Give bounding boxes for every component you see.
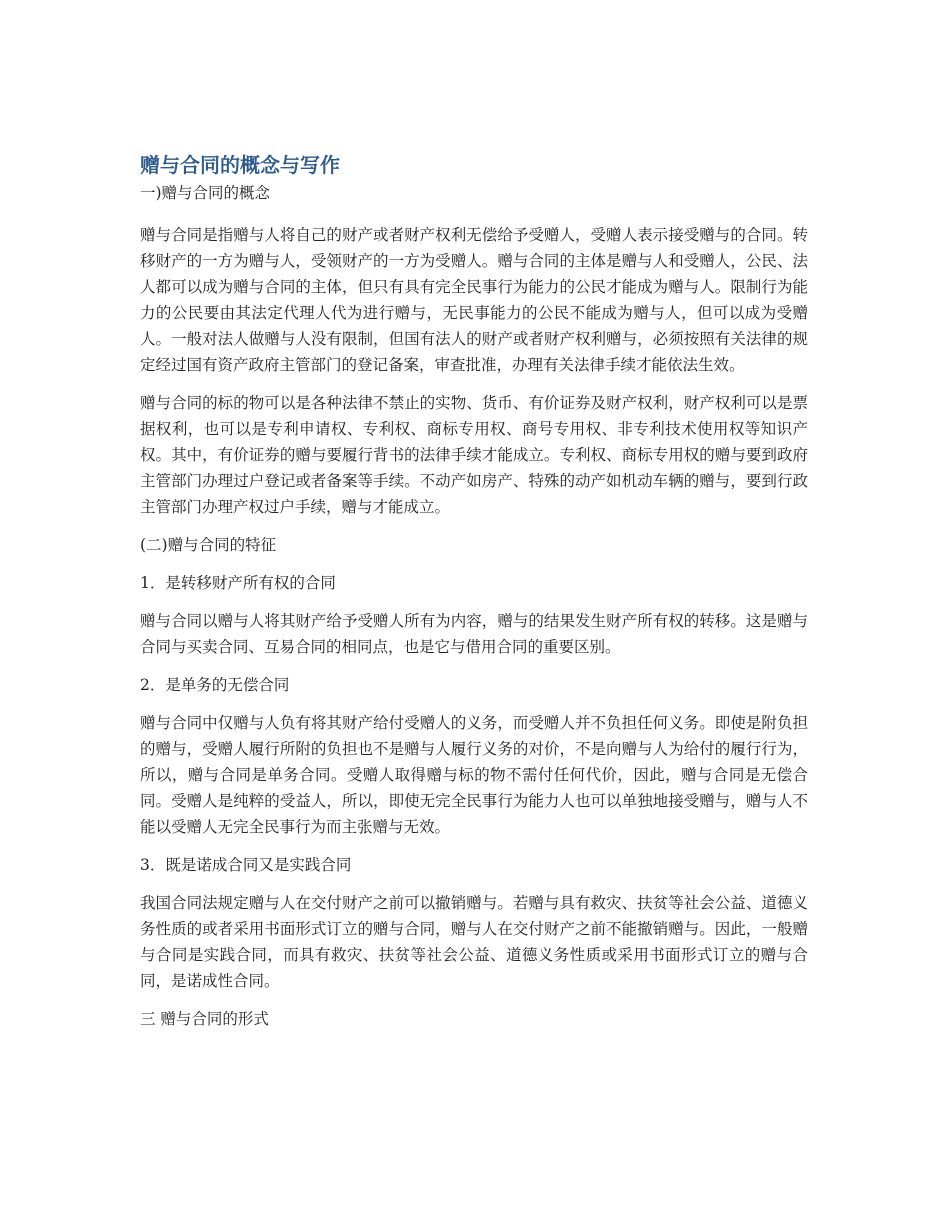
feature1-text: 赠与合同以赠与人将其财产给予受赠人所有为内容，赠与的结果发生财产所有权的转移。这是赠与合同与买卖合同、互易合同的相同点，也是它与借用合同的重要区别。: [140, 612, 808, 656]
paragraph-subject-matter: 赠与合同的标的物可以是各种法律不禁止的实物、货币、有价证券及财产权利，财产权利可以是票据权利，也可以是专利申请权、专利权、商标专用权、商号专用权、非专利技术使用权等知识产权。其中，有价证券的赠与要履行背书的法律手续才能成立。专利权、商标专用权的赠与要到政府主管部门办理过户登记或者备案等手续。不动产如房产、特殊的动产如机动车辆的赠与，要到行政主管部门办理产权过户手续，赠与才能成立。: [140, 394, 808, 516]
section2-heading: (二)赠与合同的特征: [140, 536, 277, 554]
feature3-text: 我国合同法规定赠与人在交付财产之前可以撤销赠与。若赠与具有救灾、扶贫等社会公益、道德义务性质的或者采用书面形式订立的赠与合同，赠与人在交付财产之前不能撤销赠与。因此，一般赠与合同是实践合同，而具有救灾、扶贫等社会公益、道德义务性质或采用书面形式订立的赠与合同，是诺成性合同。: [140, 894, 808, 990]
section3-heading: 三 赠与合同的形式: [140, 1010, 269, 1028]
feature2-heading: 2．是单务的无偿合同: [140, 676, 290, 694]
feature2-text: 赠与合同中仅赠与人负有将其财产给付受赠人的义务，而受赠人并不负担任何义务。即使是附负担的赠与，受赠人履行所附的负担也不是赠与人履行义务的对价，不是向赠与人为给付的履行行为，所以，赠与合同是单务合同。受赠人取得赠与标的物不需付任何代价，因此，赠与合同是无偿合同。受赠人是纯粹的受益人，所以，即使无完全民事行为能力人也可以单独地接受赠与，赠与人不能以受赠人无完全民事行为而主张赠与无效。: [140, 714, 808, 836]
feature1-heading: 1．是转移财产所有权的合同: [140, 574, 336, 592]
document-page: [140, 150, 808, 1032]
document-title: 赠与合同的概念与写作: [140, 153, 340, 177]
feature3-heading: 3．既是诺成合同又是实践合同: [140, 856, 352, 874]
section1-heading: 一)赠与合同的概念: [140, 184, 271, 202]
paragraph-concept: 赠与合同是指赠与人将自己的财产或者财产权利无偿给予受赠人，受赠人表示接受赠与的合同。转移财产的一方为赠与人，受领财产的一方为受赠人。赠与合同的主体是赠与人和受赠人，公民、法人都可以成为赠与合同的主体，但只有具有完全民事行为能力的公民才能成为赠与人。限制行为能力的公民要由其法定代理人代为进行赠与，无民事能力的公民不能成为赠与人，但可以成为受赠人。一般对法人做赠与人没有限制，但国有法人的财产或者财产权利赠与，必须按照有关法律的规定经过国有资产政府主管部门的登记备案，审查批准，办理有关法律手续才能依法生效。: [140, 226, 808, 374]
